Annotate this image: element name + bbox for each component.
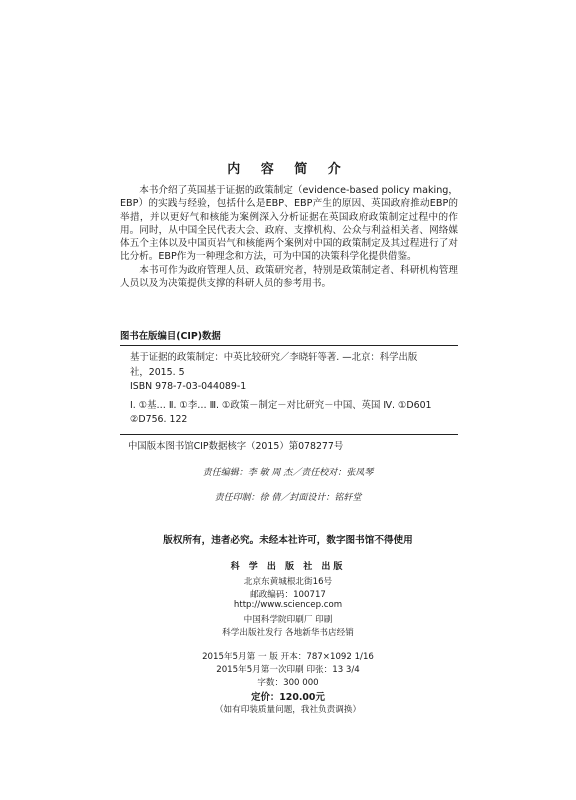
word-count: 字数：300 000 bbox=[257, 678, 319, 688]
price: 定价：120.00元 bbox=[251, 692, 325, 703]
copyright-notice: 版权所有，违者必究。未经本社许可，数字图书馆不得使用 bbox=[163, 535, 413, 546]
intro-paragraph-2: 本书可作为政府管理人员、政策研究者，特别是政策制定者、科研机构管理人员以及为决策提供支撑的科研人员的参考用书。 bbox=[120, 264, 458, 290]
cip-footer: 中国版本图书馆CIP数据核字（2015）第078277号 bbox=[120, 434, 458, 452]
edition-line-1: 2015年5月第 一 版 开本：787×1092 1/16 bbox=[202, 652, 374, 662]
staff-print: 责任印制：徐 倩／封面设计：铭轩堂 bbox=[214, 493, 362, 503]
publisher-postcode: 邮政编码：100717 bbox=[250, 590, 326, 600]
publisher-name: 科 学 出 版 社 出版 bbox=[230, 562, 346, 572]
edition-line-2: 2015年5月第一次印刷 印张：13 3/4 bbox=[216, 665, 360, 675]
intro-paragraph-1: 本书介绍了英国基于证据的政策制定（evidence-based policy making，EBP）的实践与经验，包括什么是EBP、EBP产生的原因、英国政府推动EBP的举措，并以更好气和核能为案例深入分析证据在英国政府政策制定过程中的作用。同时，从中国全民代表大会、政府、支撑机构、公众与利益相关者、网络媒体五个主体以及中国页岩气和核能两个案例对中国的政策制定及其过程进行了对比分析。EBP作为一种理念和方法，可为中国的决策科学化提供借鉴。 bbox=[120, 185, 458, 263]
cip-heading: 图书在版编目(CIP)数据 bbox=[120, 328, 458, 346]
publisher-url: http://www.sciencep.com bbox=[233, 600, 343, 610]
staff-editors: 责任编辑：李 敏 周 杰／责任校对：张凤琴 bbox=[202, 468, 374, 478]
publisher-address: 北京东黄城根北街16号 bbox=[243, 577, 333, 587]
quality-note: （如有印装质量问题，我社负责调换） bbox=[214, 705, 362, 715]
cip-classification-1: Ⅰ. ①基… Ⅱ. ①李… Ⅲ. ①政策－制定－对比研究－中国、英国 Ⅳ. ①D601 bbox=[130, 399, 432, 411]
cip-block bbox=[120, 328, 458, 452]
printer: 中国科学院印刷厂 印刷 bbox=[243, 615, 333, 625]
intro-text bbox=[120, 184, 458, 290]
cip-isbn: ISBN 978-7-03-044089-1 bbox=[130, 381, 247, 392]
cip-classification-2: ②D756. 122 bbox=[130, 414, 188, 425]
distributor: 科学出版社发行 各地新华书店经销 bbox=[222, 628, 354, 638]
cip-line-1: 基于证据的政策制定：中英比较研究／李晓轩等著. —北京：科学出版 bbox=[130, 352, 418, 363]
cip-line-2: 社，2015. 5 bbox=[130, 366, 185, 378]
cip-body bbox=[120, 346, 458, 428]
intro-title: 内 容 简 介 bbox=[227, 162, 349, 177]
